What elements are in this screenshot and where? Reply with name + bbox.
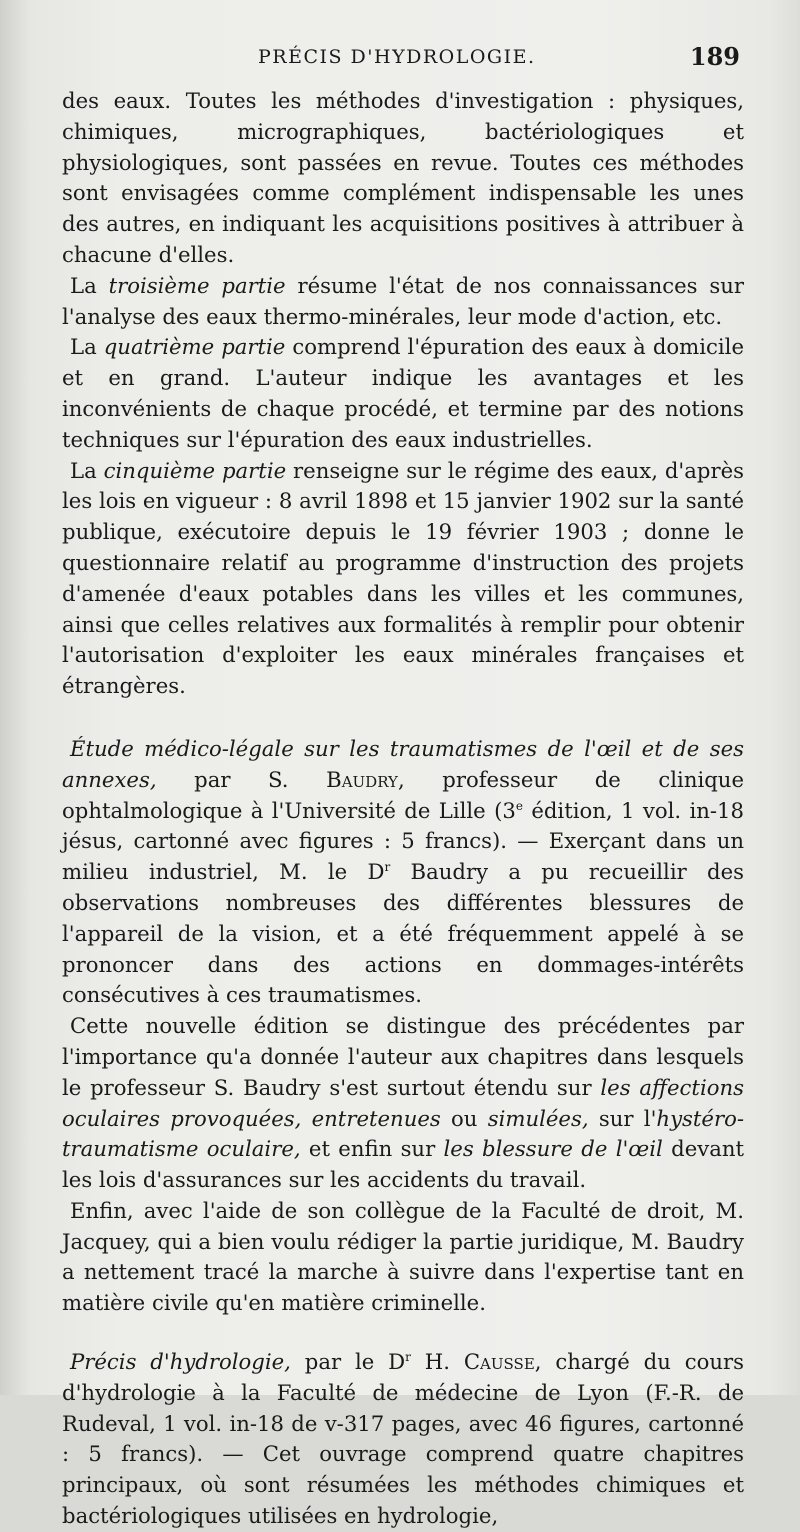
italic-term: quatrième partie <box>103 334 286 360</box>
paragraph-cinquieme-partie: La cinquième partie renseigne sur le régime des eaux, d'après les lois en vigueur : 8 avril 1898 et 15 janvier 1902 sur la santé publique, exécutoire depuis le 19 février 1903 ; donne le questionnaire relatif au programme d'instruction des projets d'amenée d'eaux potables dans les villes et les communes, ainsi que celles relatives aux formalités à remplir pour obtenir l'autorisation d'exploiter les eaux minérales françaises et étrangères. <box>62 457 744 699</box>
book-title: Précis d'hydrologie, <box>70 1349 291 1375</box>
body-text <box>62 86 744 1532</box>
italic-term: cinquième partie <box>103 457 287 483</box>
running-title: PRÉCIS D'HYDROLOGIE. <box>258 46 536 68</box>
section-gap <box>62 1319 744 1347</box>
author-name: Causse <box>463 1349 535 1375</box>
paragraph-continuation: des eaux. Toutes les méthodes d'investigation : physiques, chimiques, micrographiques, bactériologiques et physiologiques, sont passées en revue. Toutes ces méthodes sont envisagées comme complément indispensable les unes des autres, en indiquant les acquisitions positives à attribuer à chacune d'elles. <box>62 88 744 267</box>
section-gap <box>62 702 744 734</box>
italic-term: troisième partie <box>108 272 286 298</box>
review-causse: Précis d'hydrologie, par le $D^r$ H. Causse, chargé du cours d'hydrologie à la Faculté de médecine de Lyon (F.-R. de Rudeval, 1 vol. in-18 de v-317 pages, avec 46 figures, cartonné : 5 francs). — Cet ouvrage comprend quatre chapitres principaux, où sont résumées les méthodes chimiques et bactériologiques utilisées en hydrologie, <box>62 1349 744 1529</box>
page-number: 189 <box>689 42 740 71</box>
page-header <box>62 40 752 74</box>
paragraph-troisieme-partie: La troisième partie résume l'état de nos connaissances sur l'analyse des eaux thermo-minérales, leur mode d'action, etc. <box>62 272 744 329</box>
review-baudry: Étude médico-légale sur les traumatismes de l'œil et de ses annexes, par S. Baudry, professeur de clinique ophtalmologique à l'Université de Lille (3e édition, 1 vol. in-18 jésus, cartonné avec figures : 5 francs). — Exerçant dans un milieu industriel, M. le $D^r$ Baudry a pu recueillir des observations nombreuses des différentes blessures de l'appareil de la vision, et a été fréquemment appelé à se prononcer dans des actions en dommages-intérêts consécutives à ces traumatismes. <box>62 735 745 1008</box>
author-name: Baudry <box>326 766 398 792</box>
paragraph-quatrieme-partie: La quatrième partie comprend l'épuration des eaux à domicile et en grand. L'auteur indique les avantages et les inconvénients de chaque procédé, et termine par des notions techniques sur l'épuration des eaux industrielles. <box>62 334 744 452</box>
review-baudry-enfin: Enfin, avec l'aide de son collègue de la Faculté de droit, M. Jacquey, qui a bien voulu rédiger la partie juridique, M. Baudry a nettement tracé la marche à suivre dans l'expertise tant en matière civile qu'en matière criminelle. <box>62 1197 744 1316</box>
review-baudry-edition: Cette nouvelle édition se distingue des précédentes par l'importance qu'a donnée l'auteur aux chapitres dans lesquels le professeur S. Baudry s'est surtout étendu sur les affections oculaires provoquées, entretenues ou simulées, sur l'hystéro-traumatisme oculaire, et enfin sur les blessure de l'œil devant les lois d'assurances sur les accidents du travail. <box>62 1013 745 1193</box>
book-title: Étude médico-légale sur les traumatismes de l'œil et de ses annexes, <box>62 735 744 792</box>
